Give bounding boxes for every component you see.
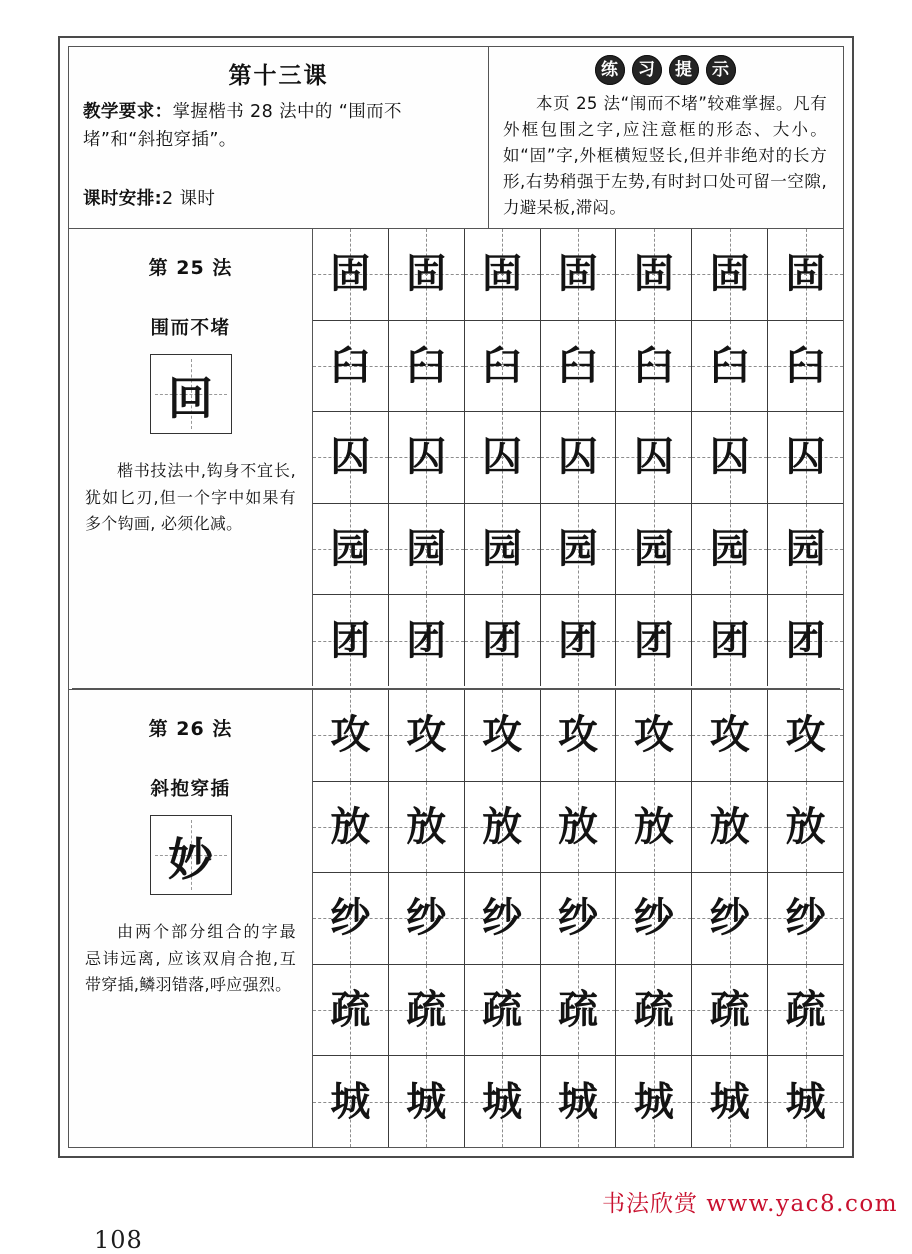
practice-cell[interactable] [692,321,768,412]
practice-cell[interactable] [768,782,843,873]
practice-row [313,412,843,504]
page-title: 第十三课 [228,63,329,89]
method-info-25 [69,229,313,686]
practice-character: 囚 [633,433,674,481]
practice-character: 团 [785,616,826,664]
practice-character: 纱 [482,894,523,942]
practice-cell[interactable] [541,1056,617,1147]
practice-cell[interactable] [465,690,541,781]
practice-cell[interactable] [541,595,617,686]
practice-cell[interactable] [541,504,617,595]
practice-character: 囚 [482,433,523,481]
practice-character: 固 [633,250,674,298]
practice-cell[interactable] [465,1056,541,1147]
practice-cell[interactable] [465,873,541,964]
practice-cell[interactable] [616,321,692,412]
practice-cell[interactable] [389,321,465,412]
practice-character: 城 [558,1077,598,1125]
example-character-box-25 [150,354,232,434]
practice-grid-25 [313,229,843,686]
practice-row [313,321,843,413]
practice-character: 囚 [785,433,826,481]
practice-cell[interactable] [616,504,692,595]
practice-character: 团 [482,616,523,664]
practice-cell[interactable] [692,412,768,503]
practice-cell[interactable] [465,782,541,873]
practice-character: 攻 [330,711,371,759]
practice-cell[interactable] [768,321,843,412]
practice-cell[interactable] [616,965,692,1056]
practice-character: 园 [785,525,826,573]
header-right-panel [489,47,843,228]
watermark-url: www.yac8.com [706,1191,899,1217]
practice-row [313,965,843,1057]
class-schedule [83,185,474,210]
practice-character: 纱 [785,894,826,942]
method-number-25: 第 25 法 [148,257,233,279]
practice-character: 臼 [406,341,447,389]
watermark-text-cn: 书法欣赏 [602,1191,698,1217]
practice-character: 放 [406,802,447,850]
teaching-requirement-label: 教学要求： [83,102,173,122]
practice-tips-text: 本页 25 法“闱而不堵”较难掌握。凡有外框包围之字,应注意框的形态、大小。如“固”字,外框横短竖长,但并非绝对的长方形,右势稍强于左势,有时封口处可留一空隙,力避呆板,滞闷。 [503,94,827,218]
practice-character: 园 [330,525,371,573]
practice-cell[interactable] [768,229,843,320]
practice-cell[interactable] [389,1056,465,1147]
practice-character: 放 [633,802,674,850]
practice-cell[interactable] [692,1056,768,1147]
practice-character: 园 [558,525,598,573]
practice-character: 放 [785,802,826,850]
practice-character: 囚 [709,433,750,481]
practice-cell[interactable] [465,412,541,503]
practice-character: 囚 [406,433,447,481]
practice-character: 攻 [709,711,750,759]
example-character-box-26 [150,815,232,895]
method-info-26 [69,690,313,1147]
practice-cell[interactable] [389,504,465,595]
practice-cell[interactable] [313,1056,389,1147]
practice-character: 攻 [785,711,826,759]
practice-cell[interactable] [616,1056,692,1147]
header-left-panel [69,47,489,228]
practice-cell[interactable] [692,229,768,320]
lesson-header [69,47,843,229]
practice-character: 放 [330,802,371,850]
example-character-25: 回 [167,371,213,425]
practice-cell[interactable] [768,873,843,964]
practice-cell[interactable] [465,321,541,412]
practice-cell[interactable] [768,504,843,595]
practice-character: 城 [482,1077,523,1125]
teaching-requirement [83,98,474,155]
practice-cell[interactable] [313,782,389,873]
practice-character: 固 [330,250,371,298]
method-description-26: 由两个部分组合的字最忌讳远离, 应该双肩合抱,互带穿插,鳞羽错落,呼应强烈。 [85,922,296,995]
practice-row [313,782,843,874]
practice-cell[interactable] [768,412,843,503]
practice-character: 城 [709,1077,750,1125]
practice-row [313,1056,843,1147]
practice-character: 纱 [406,894,447,942]
page-inner-frame [68,46,844,1148]
practice-cell[interactable] [768,595,843,686]
practice-character: 纱 [558,894,598,942]
practice-character: 臼 [558,341,598,389]
practice-character: 放 [558,802,598,850]
practice-character: 固 [406,250,447,298]
practice-cell[interactable] [616,782,692,873]
practice-cell[interactable] [692,782,768,873]
practice-character: 园 [482,525,523,573]
practice-cell[interactable] [389,229,465,320]
practice-character: 团 [406,616,447,664]
method-sections [69,229,843,1147]
practice-character: 臼 [709,341,750,389]
practice-character: 攻 [558,711,598,759]
practice-cell[interactable] [616,873,692,964]
practice-character: 纱 [709,894,750,942]
practice-character: 攻 [406,711,447,759]
practice-character: 囚 [330,433,371,481]
practice-character: 臼 [633,341,674,389]
method-section-25 [69,229,843,686]
practice-cell[interactable] [465,595,541,686]
practice-cell[interactable] [692,690,768,781]
practice-character: 纱 [633,894,674,942]
practice-cell[interactable] [465,229,541,320]
practice-character: 囚 [558,433,598,481]
practice-character: 疏 [709,986,750,1034]
practice-character: 城 [330,1077,371,1125]
practice-cell[interactable] [465,504,541,595]
practice-cell[interactable] [616,412,692,503]
practice-character: 园 [633,525,674,573]
practice-cell[interactable] [692,595,768,686]
practice-character: 臼 [330,341,371,389]
practice-character: 疏 [558,986,598,1034]
method-name-26: 斜抱穿插 [150,779,231,800]
practice-character: 臼 [482,341,523,389]
practice-cell[interactable] [389,873,465,964]
method-name-25: 围而不堵 [150,318,231,339]
practice-cell[interactable] [313,873,389,964]
practice-row [313,690,843,782]
site-watermark [602,1185,898,1218]
practice-tips-badges [503,55,827,85]
practice-cell[interactable] [313,595,389,686]
practice-cell[interactable] [541,873,617,964]
practice-character: 团 [330,616,371,664]
method-number-26: 第 26 法 [148,718,233,740]
practice-cell[interactable] [768,1056,843,1147]
practice-cell[interactable] [541,229,617,320]
badge-lian: 练 [595,55,625,85]
practice-cell[interactable] [768,965,843,1056]
practice-character: 固 [482,250,523,298]
practice-cell[interactable] [465,965,541,1056]
practice-character: 城 [633,1077,674,1125]
practice-cell[interactable] [541,690,617,781]
practice-character: 团 [709,616,750,664]
practice-cell[interactable] [313,321,389,412]
practice-cell[interactable] [389,782,465,873]
practice-cell[interactable] [389,595,465,686]
practice-cell[interactable] [389,412,465,503]
practice-character: 疏 [633,986,674,1034]
class-schedule-text: 2 课时 [162,188,216,209]
practice-character: 疏 [785,986,826,1034]
practice-cell[interactable] [616,690,692,781]
practice-character: 攻 [482,711,523,759]
practice-character: 固 [709,250,750,298]
practice-character: 城 [785,1077,826,1125]
practice-character: 团 [558,616,598,664]
practice-cell[interactable] [389,965,465,1056]
practice-grid-26 [313,690,843,1147]
practice-cell[interactable] [313,412,389,503]
practice-cell[interactable] [541,965,617,1056]
practice-row [313,873,843,965]
method-section-26 [69,689,843,1147]
teaching-requirement-text: 掌握楷书 28 法中的 “围而不堵”和“斜抱穿插”。 [83,102,402,151]
practice-character: 固 [785,250,826,298]
practice-cell[interactable] [692,965,768,1056]
practice-cell[interactable] [313,965,389,1056]
practice-cell[interactable] [389,690,465,781]
page-outer-frame [58,36,854,1158]
practice-cell[interactable] [768,690,843,781]
badge-shi: 示 [706,55,736,85]
practice-character: 放 [482,802,523,850]
practice-character: 放 [709,802,750,850]
practice-character: 园 [709,525,750,573]
practice-cell[interactable] [541,782,617,873]
practice-cell[interactable] [692,504,768,595]
practice-cell[interactable] [313,229,389,320]
practice-cell[interactable] [692,873,768,964]
practice-character: 团 [633,616,674,664]
practice-character: 园 [406,525,447,573]
practice-cell[interactable] [541,412,617,503]
example-character-26: 妙 [167,832,213,886]
practice-character: 攻 [633,711,674,759]
class-schedule-label: 课时安排: [83,188,162,209]
practice-cell[interactable] [616,229,692,320]
page-number: 108 [94,1226,143,1254]
badge-ti: 提 [669,55,699,85]
practice-cell[interactable] [313,504,389,595]
practice-row [313,595,843,686]
practice-character: 固 [558,250,598,298]
practice-cell[interactable] [541,321,617,412]
practice-character: 疏 [330,986,371,1034]
practice-row [313,229,843,321]
method-description-25: 楷书技法中,钩身不宜长,犹如匕刃,但一个字中如果有多个钩画, 必须化减。 [85,461,296,534]
practice-character: 臼 [785,341,826,389]
practice-cell[interactable] [616,595,692,686]
practice-character: 城 [406,1077,447,1125]
practice-character: 疏 [406,986,447,1034]
badge-xi: 习 [632,55,662,85]
practice-character: 纱 [330,894,371,942]
practice-character: 疏 [482,986,523,1034]
practice-cell[interactable] [313,690,389,781]
practice-row [313,504,843,596]
